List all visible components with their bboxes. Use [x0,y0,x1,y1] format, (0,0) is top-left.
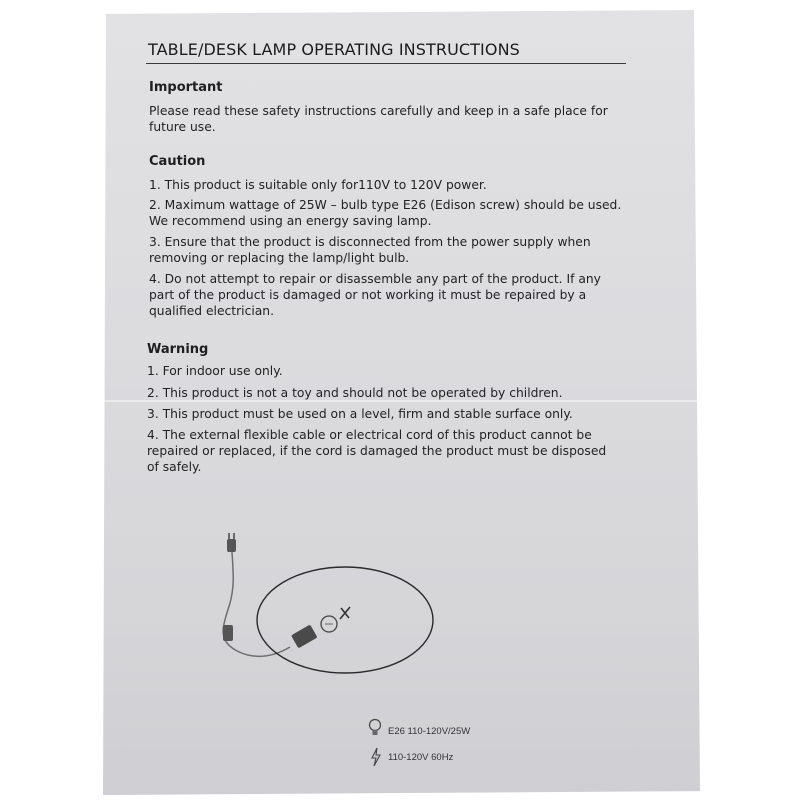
warning-line: 2. This product is not a toy and should not be operated by children. [147,386,563,400]
lamp-base-outline [257,567,433,673]
caution-line: 1. This product is suitable only for110V to 120V power. [149,178,487,192]
paper-fold [100,400,700,402]
bulb-socket-icon [291,624,318,648]
caution-line: removing or replacing the lamp/light bulb. [149,251,410,265]
caution-heading: Caution [149,154,206,169]
warning-heading: Warning [147,342,209,357]
title-underline [146,63,626,64]
lamp-wiring-diagram [205,525,450,675]
bulb-spec: E26 110-120V/25W [388,726,471,737]
caution-line: qualified electrician. [149,304,275,318]
light-bulb-icon [321,616,337,632]
caution-line: 4. Do not attempt to repair or disassemble any part of the product. If any [149,272,601,286]
switch-icon [223,625,233,641]
caution-line: 2. Maximum wattage of 25W – bulb type E26 (Edison screw) should be used. [149,198,622,212]
document-title: TABLE/DESK LAMP OPERATING INSTRUCTIONS [148,40,520,59]
warning-line: of safely. [147,460,202,474]
caution-line: part of the product is damaged or not working it must be repaired by a [149,288,587,302]
warning-line: 1. For indoor use only. [147,364,283,378]
lightning-icon [370,747,382,767]
light-bulb-icon [368,718,382,738]
important-line: Please read these safety instructions carefully and keep in a safe place for [149,104,608,118]
bulb-clip-icon [340,607,350,619]
warning-line: repaired or replaced, if the cord is damaged the product must be disposed [147,444,607,458]
caution-line: We recommend using an energy saving lamp. [149,214,432,228]
plug-icon [227,533,236,552]
warning-line: 4. The external flexible cable or electrical cord of this product cannot be [147,428,592,442]
important-line: future use. [149,120,216,134]
important-heading: Important [149,80,223,95]
power-cord [223,552,290,656]
caution-line: 3. Ensure that the product is disconnected from the power supply when [149,235,591,249]
power-spec: 110-120V 60Hz [388,752,454,763]
warning-line: 3. This product must be used on a level, firm and stable surface only. [147,407,573,421]
